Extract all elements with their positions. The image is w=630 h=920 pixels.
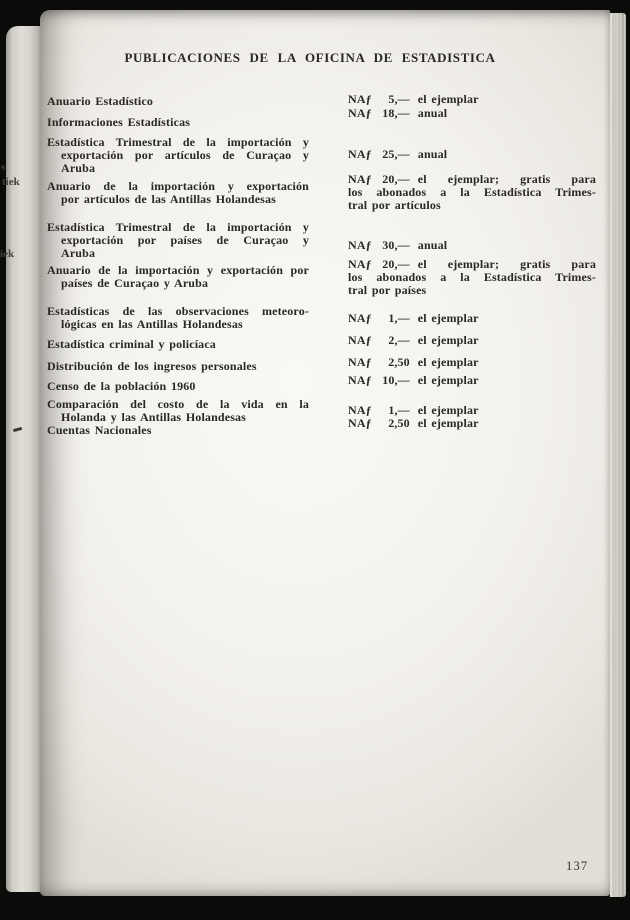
publication-name-line: Estadísticas de las observaciones meteoro-	[47, 304, 309, 318]
publication-name-line: Distribución de los ingresos personales	[47, 359, 257, 373]
price-amount: 10,—	[382, 373, 410, 387]
page-title: PUBLICACIONES DE LA OFICINA DE ESTADISTICA	[124, 50, 496, 65]
price-amount: 20,—	[382, 257, 410, 271]
publication-name	[47, 264, 309, 290]
currency-symbol: NAƒ	[348, 416, 372, 430]
price-entry	[348, 417, 596, 430]
currency-symbol: NAƒ	[348, 147, 372, 161]
price-entry	[348, 239, 596, 252]
publication-name	[47, 338, 309, 351]
publication-name	[47, 360, 309, 373]
price-unit: el ejemplar; gratis para	[417, 257, 596, 271]
price-unit: el ejemplar	[417, 373, 479, 387]
price-unit: el ejemplar	[417, 92, 479, 106]
price-unit: el ejemplar	[417, 311, 479, 325]
publication-name	[47, 398, 309, 424]
publication-name	[47, 95, 309, 108]
publication-name	[47, 221, 309, 260]
price-entry	[348, 374, 596, 387]
spine-text-fragment: iek	[0, 248, 15, 260]
price-extra-line: tral por artículos	[348, 198, 441, 212]
price-entry	[348, 312, 596, 325]
publication-name-line: Cuentas Nacionales	[47, 423, 152, 437]
price-amount: 5,—	[388, 92, 410, 106]
currency-symbol: NAƒ	[348, 403, 372, 417]
publication-name-line: Estadística Trimestral de la importación y	[47, 135, 309, 149]
publication-name	[47, 380, 309, 393]
price-row	[348, 312, 596, 325]
price-amount: 20,—	[382, 172, 410, 186]
currency-symbol: NAƒ	[348, 311, 372, 325]
publication-name-line: Estadística Trimestral de la importación y	[47, 220, 309, 234]
currency-symbol: NAƒ	[348, 92, 372, 106]
publication-name-line: Holanda y las Antillas Holandesas	[61, 410, 246, 424]
price-amount: 2,50	[388, 416, 410, 430]
publication-name-line: Aruba	[61, 161, 96, 175]
publication-name-line: Anuario Estadístico	[47, 94, 154, 108]
price-row	[348, 148, 596, 161]
currency-symbol: NAƒ	[348, 172, 372, 186]
price-row	[348, 239, 596, 252]
price-amount: 1,—	[388, 403, 410, 417]
publication-name-line: Informaciones Estadísticas	[47, 115, 191, 129]
price-amount: 18,—	[382, 106, 410, 120]
price-unit: anual	[417, 106, 448, 120]
publication-name	[47, 116, 309, 129]
price-extra-line: tral por países	[348, 283, 427, 297]
publication-name-line: Estadística criminal y policíaca	[47, 337, 216, 351]
publication-name-line: Censo de la población 1960	[47, 379, 196, 393]
price-extra-line: los abonados a la Estadística Trimes-	[348, 185, 596, 199]
price-amount: 2,—	[388, 333, 410, 347]
spine-text-fragment: tiek	[2, 176, 20, 188]
currency-symbol: NAƒ	[348, 238, 372, 252]
price-entry	[348, 356, 596, 369]
publication-name	[47, 305, 309, 331]
currency-symbol: NAƒ	[348, 333, 372, 347]
publication-name	[47, 424, 309, 437]
price-amount: 30,—	[382, 238, 410, 252]
price-row	[348, 356, 596, 369]
publication-name-line: Anuario de la importación y exportación por	[47, 263, 309, 277]
price-amount: 1,—	[388, 311, 410, 325]
publication-name	[47, 136, 309, 175]
page-number: 137	[566, 859, 589, 873]
publication-name	[47, 180, 309, 206]
price-unit: el ejemplar	[417, 416, 479, 430]
price-entry	[348, 334, 596, 347]
price-amount: 25,—	[382, 147, 410, 161]
price-row	[348, 334, 596, 347]
publication-name-line: exportación por países de Curaçao y	[61, 233, 309, 247]
price-amount: 2,50	[388, 355, 410, 369]
currency-symbol: NAƒ	[348, 257, 372, 271]
publication-name-line: Comparación del costo de la vida en la	[47, 397, 309, 411]
currency-symbol: NAƒ	[348, 373, 372, 387]
price-entry	[348, 93, 596, 106]
price-row	[348, 93, 596, 106]
spine-text-fragment: s	[1, 161, 6, 173]
price-row	[348, 107, 596, 120]
price-unit: anual	[417, 238, 448, 252]
price-entry	[348, 258, 596, 297]
price-unit: el ejemplar	[417, 403, 479, 417]
price-unit: anual	[417, 147, 448, 161]
price-row	[348, 374, 596, 387]
price-unit: el ejemplar	[417, 355, 479, 369]
publication-name-line: Anuario de la importación y exportación	[47, 179, 309, 193]
publication-name-line: lógicas en las Antillas Holandesas	[61, 317, 243, 331]
price-entry	[348, 148, 596, 161]
price-row	[348, 417, 596, 430]
price-entry	[348, 173, 596, 212]
price-unit: el ejemplar	[417, 333, 479, 347]
currency-symbol: NAƒ	[348, 355, 372, 369]
currency-symbol: NAƒ	[348, 106, 372, 120]
price-entry	[348, 107, 596, 120]
publication-name-line: exportación por artículos de Curaçao y	[61, 148, 309, 162]
publication-name-line: por artículos de las Antillas Holandesas	[61, 192, 276, 206]
price-extra-line: los abonados a la Estadística Trimes-	[348, 270, 596, 284]
publication-name-line: Aruba	[61, 246, 96, 260]
price-unit: el ejemplar; gratis para	[417, 172, 596, 186]
publication-name-line: países de Curaçao y Aruba	[61, 276, 209, 290]
